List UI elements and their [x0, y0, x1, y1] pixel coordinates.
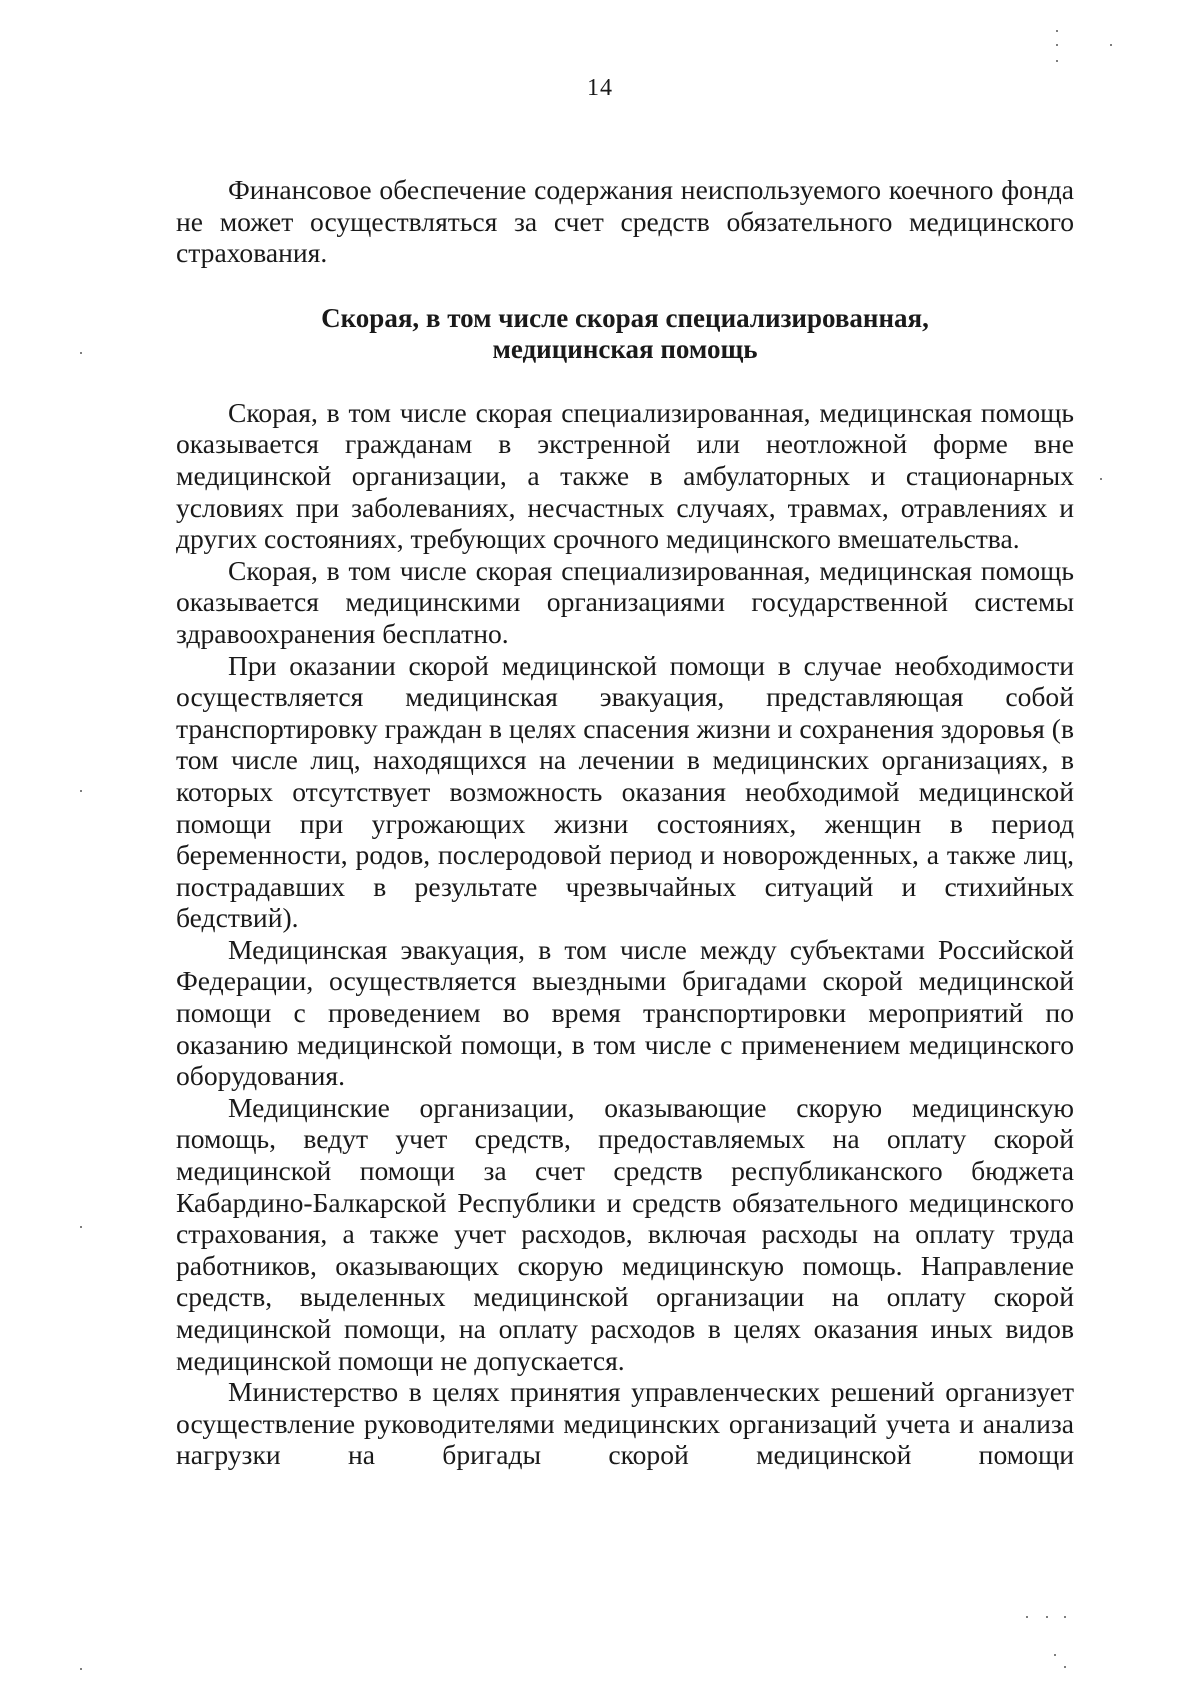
- scan-speck: [1056, 30, 1058, 32]
- scan-speck: [80, 1668, 82, 1670]
- scan-speck: [80, 1226, 82, 1228]
- scan-speck: [1056, 60, 1058, 62]
- paragraph-1: Скорая, в том числе скорая специализированная, медицинская помощь оказывается гражданам в экстренной или неотложной форме вне медицинской организации, а также в амбулаторных и стационарных условиях при заболеваниях, несчастных случаях, травмах, отравлениях и других состояниях, требующих срочного медицинского вмешательства.: [176, 396, 1074, 555]
- scan-speck: [1064, 1616, 1066, 1618]
- section-heading-line-1: Скорая, в том числе скорая специализированная,: [321, 302, 929, 333]
- paragraph-4: Медицинская эвакуация, в том числе между субъектами Российской Федерации, осуществляется выездными бригадами скорой медицинской помощи с проведением во время транспортировки мероприятий по оказанию медицинской помощи, в том числе с применением медицинского оборудования.: [176, 933, 1074, 1092]
- scan-speck: [1026, 1616, 1028, 1618]
- scan-speck: [1046, 1616, 1048, 1618]
- scan-speck: [80, 352, 82, 354]
- paragraph-6: Министерство в целях принятия управленческих решений организует осуществление руководителями медицинских организаций учета и анализа нагрузки на бригады скорой медицинской помощи: [176, 1376, 1074, 1471]
- scan-speck: [1110, 44, 1112, 46]
- paragraph-funding: Финансовое обеспечение содержания неиспользуемого коечного фонда не может осуществляться за счет средств обязательного медицинского страхования.: [176, 174, 1074, 269]
- scan-speck: [1054, 1654, 1056, 1656]
- paragraph-5: Медицинские организации, оказывающие скорую медицинскую помощь, ведут учет средств, предоставляемых на оплату скорой медицинской помощи за счет средств республиканского бюджета Кабардино-Балкарской Республики и средств обязательного медицинского страхования, а также учет расходов, включая расходы на оплату труда работников, оказывающих скорую медицинскую помощь. Направление средств, выделенных медицинской организации на оплату скорой медицинской помощи, на оплату расходов в целях оказания иных видов медицинской помощи не допускается.: [176, 1091, 1074, 1376]
- scan-speck: [1056, 44, 1058, 46]
- document-body: [176, 174, 1074, 1471]
- section-heading-line-2: медицинская помощь: [492, 333, 758, 364]
- scan-speck: [1100, 478, 1102, 480]
- paragraph-2: Скорая, в том числе скорая специализированная, медицинская помощь оказывается медицинскими организациями государственной системы здравоохранения бесплатно.: [176, 554, 1074, 649]
- page-number: 14: [587, 75, 613, 101]
- section-heading: [176, 303, 1074, 365]
- scan-speck: [1064, 1666, 1066, 1668]
- scan-speck: [80, 790, 82, 792]
- paragraph-3: При оказании скорой медицинской помощи в случае необходимости осуществляется медицинская эвакуация, представляющая собой транспортировку граждан в целях спасения жизни и сохранения здоровья (в том числе лиц, находящихся на лечении в медицинских организациях, в которых отсутствует возможность оказания необходимой медицинской помощи при угрожающих жизни состояниях, женщин в период беременности, родов, послеродовой период и новорожденных, а также лиц, пострадавших в результате чрезвычайных ситуаций и стихийных бедствий).: [176, 649, 1074, 934]
